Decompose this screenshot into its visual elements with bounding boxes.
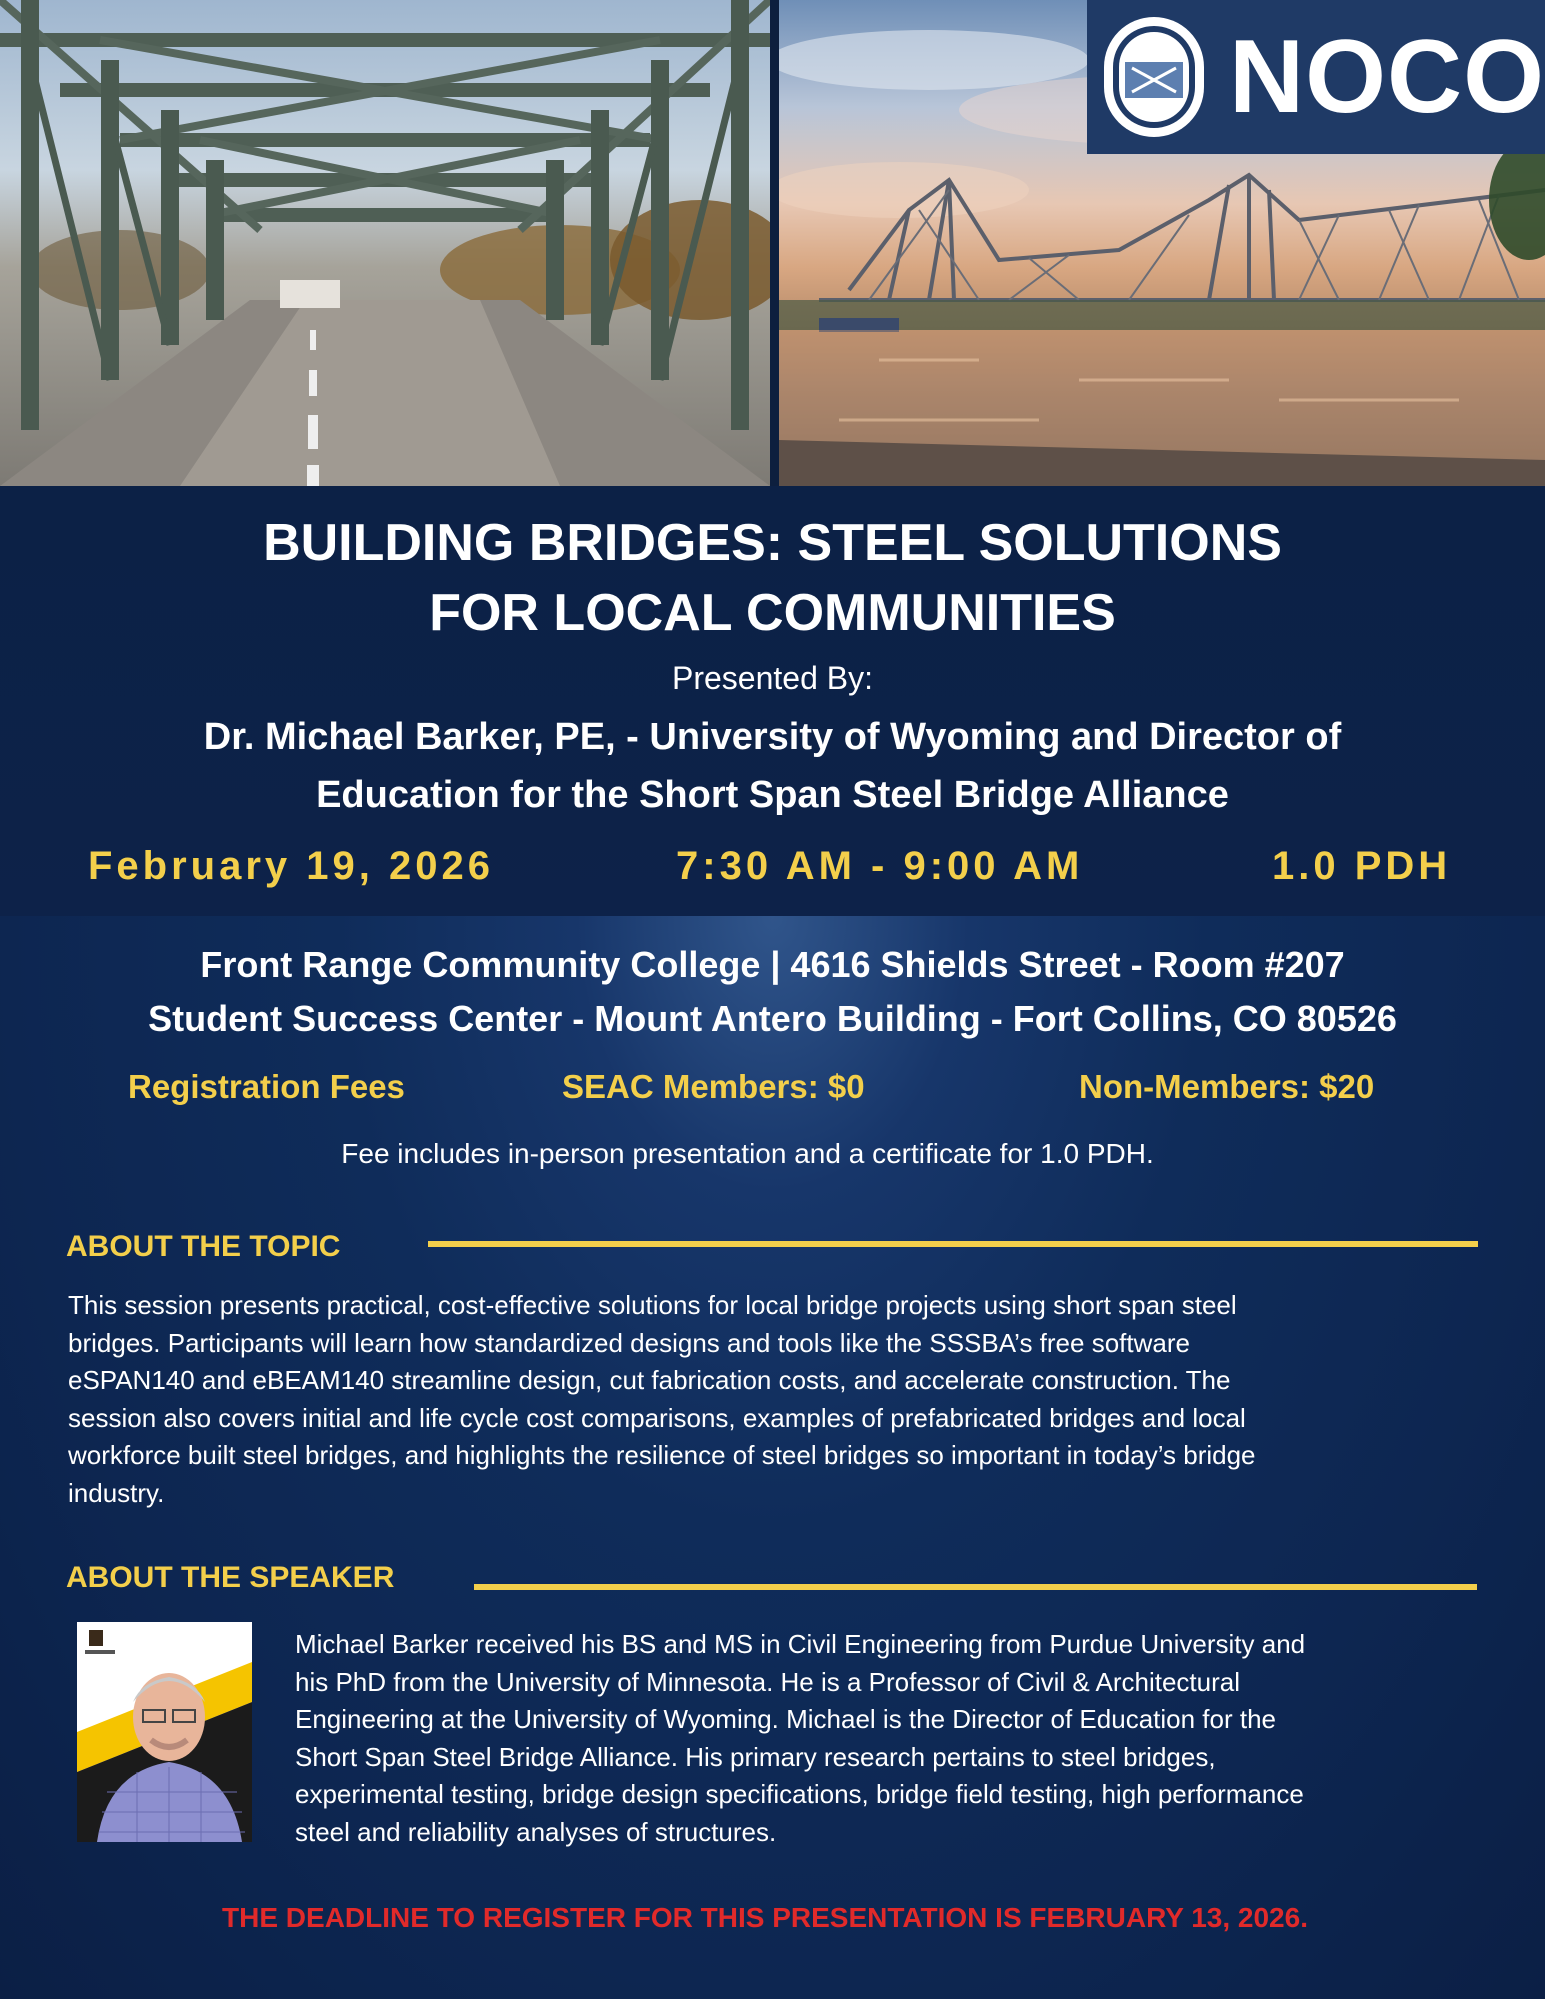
topic-description xyxy=(68,1287,1488,1512)
speaker-line: Engineering at the University of Wyoming. Michael is the Director of Education for the xyxy=(295,1704,1277,1734)
topic-line: industry. xyxy=(68,1477,165,1508)
presenter xyxy=(0,708,1545,824)
venue-line1: Front Range Community College | 4616 Shields Street - Room #207 xyxy=(200,944,1345,985)
speaker-line: steel and reliability analyses of structures. xyxy=(295,1816,777,1847)
speaker-line: Short Span Steel Bridge Alliance. His primary research pertains to steel bridges, xyxy=(295,1741,1216,1772)
registration-fees-label: Registration Fees xyxy=(128,1068,405,1105)
topic-heading: ABOUT THE TOPIC xyxy=(66,1230,341,1263)
speaker-line: Michael Barker received his BS and MS in Civil Engineering from Purdue University and xyxy=(295,1629,1306,1659)
speaker-line: his PhD from the University of Minnesota. He is a Professor of Civil & Architectural xyxy=(295,1666,1241,1697)
topic-divider xyxy=(428,1241,1478,1247)
presenter-line2: Education for the Short Span Steel Bridge Alliance xyxy=(316,774,1229,816)
speaker-bio xyxy=(295,1626,1505,1851)
event-title-line1: BUILDING BRIDGES: STEEL SOLUTIONS xyxy=(263,514,1282,572)
speaker-headshot xyxy=(77,1622,252,1842)
member-fee: SEAC Members: $0 xyxy=(562,1068,865,1105)
topic-line: eSPAN140 and eBEAM140 streamline design, cut fabrication costs, and accelerate construction. The xyxy=(68,1365,1231,1395)
truss-bridge-roadway-photo xyxy=(0,0,770,486)
registration-deadline: THE DEADLINE TO REGISTER FOR THIS PRESENTATION IS FEBRUARY 13, 2026. xyxy=(222,1902,1308,1933)
event-time: 7:30 AM - 9:00 AM xyxy=(676,844,1084,888)
topic-line: session also covers initial and life cycle cost comparisons, examples of prefabricated bridges and local xyxy=(68,1402,1246,1433)
topic-line: bridges. Participants will learn how standardized designs and tools like the SSSBA’s free software xyxy=(68,1327,1190,1358)
presenter-line1: Dr. Michael Barker, PE, - University of Wyoming and Director of xyxy=(203,716,1342,758)
event-credit: 1.0 PDH xyxy=(1272,844,1452,888)
event-title xyxy=(0,508,1545,648)
speaker-heading: ABOUT THE SPEAKER xyxy=(66,1561,395,1594)
hero-banner xyxy=(0,0,1545,486)
fee-note: Fee includes in-person presentation and a certificate for 1.0 PDH. xyxy=(341,1138,1154,1169)
event-title-line2: FOR LOCAL COMMUNITIES xyxy=(429,584,1116,642)
speaker-divider xyxy=(474,1584,1477,1590)
seac-noco-logo xyxy=(1087,0,1545,154)
presented-by-label: Presented By: xyxy=(672,660,873,696)
venue-address xyxy=(0,938,1545,1046)
speaker-line: experimental testing, bridge design specifications, bridge field testing, high performance xyxy=(295,1779,1304,1809)
sea-emblem-icon xyxy=(1099,12,1209,142)
event-date: February 19, 2026 xyxy=(88,844,494,888)
topic-line: workforce built steel bridges, and highlights the resilience of steel bridges so important in today’s bridge xyxy=(68,1440,1256,1470)
non-member-fee: Non-Members: $20 xyxy=(1079,1068,1375,1105)
venue-line2: Student Success Center - Mount Antero Building - Fort Collins, CO 80526 xyxy=(148,998,1397,1039)
topic-line: This session presents practical, cost-effective solutions for local bridge projects using short span steel xyxy=(68,1290,1237,1320)
noco-chapter-name: NOCO xyxy=(1229,19,1545,135)
